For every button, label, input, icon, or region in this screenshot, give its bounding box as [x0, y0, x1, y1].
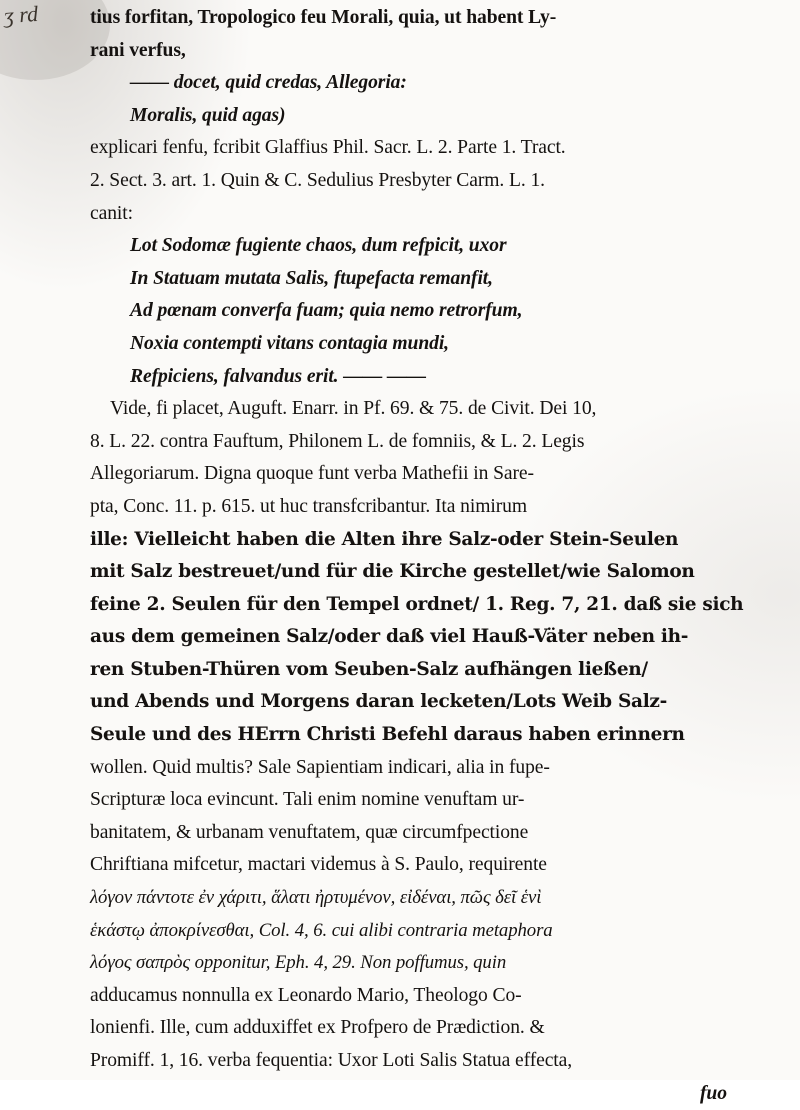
corner-handwritten-mark: ʒ rd [3, 0, 39, 29]
text-line: Scripturæ loca evincunt. Tali enim nomine venuftam ur- [90, 789, 525, 811]
text-line: wollen. Quid multis? Sale Sapientiam indicari, alia in fupe- [90, 756, 550, 778]
text-line: und Abends und Morgens daran lecketen/Lots Weib Salz- [90, 691, 668, 713]
text-line: Moralis, quid agas) [130, 104, 286, 126]
text-line: —— docet, quid credas, Allegoria: [130, 72, 407, 94]
text-line: ille: Vielleicht haben die Alten ihre Salz-oder Stein-Seulen [90, 528, 679, 550]
text-line: 2. Sect. 3. art. 1. Quin & C. Sedulius Presbyter Carm. L. 1. [90, 169, 545, 191]
text-line: banitatem, & urbanam venuftatem, quæ circumfpectione [90, 821, 529, 843]
text-line: Allegoriarum. Digna quoque funt verba Mathefii in Sare- [90, 463, 534, 485]
text-line: adducamus nonnulla ex Leonardo Mario, Theologo Co- [90, 984, 522, 1006]
text-line: 8. L. 22. contra Fauftum, Philonem L. de fomniis, & L. 2. Legis [90, 430, 585, 452]
text-line: ren Stuben-Thüren vom Seuben-Salz aufhängen ließen/ [90, 658, 648, 680]
text-block [90, 2, 780, 1110]
text-line: tius forfitan, Tropologico feu Morali, quia, ut habent Ly- [90, 7, 557, 28]
text-line: canit: [90, 202, 133, 224]
text-line: feine 2. Seulen für den Tempel ordnet/ 1. Reg. 7, 21. daß sie sich [90, 593, 744, 615]
text-line: aus dem gemeinen Salz/oder daß viel Hauß-Väter neben ih- [90, 626, 689, 648]
text-line: ἑκάστῳ ἀποκρίνεσθαι, Col. 4, 6. cui alibi contraria metaphora [90, 919, 553, 941]
text-line: pta, Conc. 11. p. 615. ut huc transfcribantur. Ita nimirum [90, 495, 527, 517]
text-line: lonienfi. Ille, cum adduxiffet ex Profpero de Prædiction. & [90, 1017, 545, 1039]
text-line: Lot Sodomæ fugiente chaos, dum refpicit, uxor [130, 235, 507, 257]
text-line: Vide, fi placet, Auguft. Enarr. in Pf. 69. & 75. de Civit. Dei 10, [110, 398, 597, 420]
text-line: Noxia contempti vitans contagia mundi, [130, 332, 449, 354]
text-line: Promiff. 1, 16. verba fequentia: Uxor Loti Salis Statua effecta, [90, 1050, 573, 1071]
text-line: fuo [700, 1082, 727, 1104]
text-line: Chriftiana mifcetur, mactari videmus à S. Paulo, requirente [90, 854, 547, 876]
text-line: λόγον πάντοτε ἐν χάριτι, ἅλατι ἠρτυμένον, εἰδέναι, πῶς δεῖ ἑνὶ [90, 887, 542, 909]
text-line: rani verfus, [90, 39, 186, 61]
text-line: Ad pœnam converfa fuam; quia nemo retrorfum, [130, 300, 523, 322]
text-line: λόγος σαπρὸς opponitur, Eph. 4, 29. Non poffumus, quin [90, 952, 507, 974]
text-line: Refpiciens, falvandus erit. —— —— [130, 365, 427, 387]
text-line: Seule und des HErrn Christi Befehl daraus haben erinnern [90, 724, 685, 746]
text-line: mit Salz bestreuet/und für die Kirche gestellet/wie Salomon [90, 561, 695, 583]
text-line: In Statuam mutata Salis, ftupefacta remanfit, [130, 267, 493, 289]
text-line: explicari fenfu, fcribit Glaffius Phil. Sacr. L. 2. Parte 1. Tract. [90, 137, 566, 159]
